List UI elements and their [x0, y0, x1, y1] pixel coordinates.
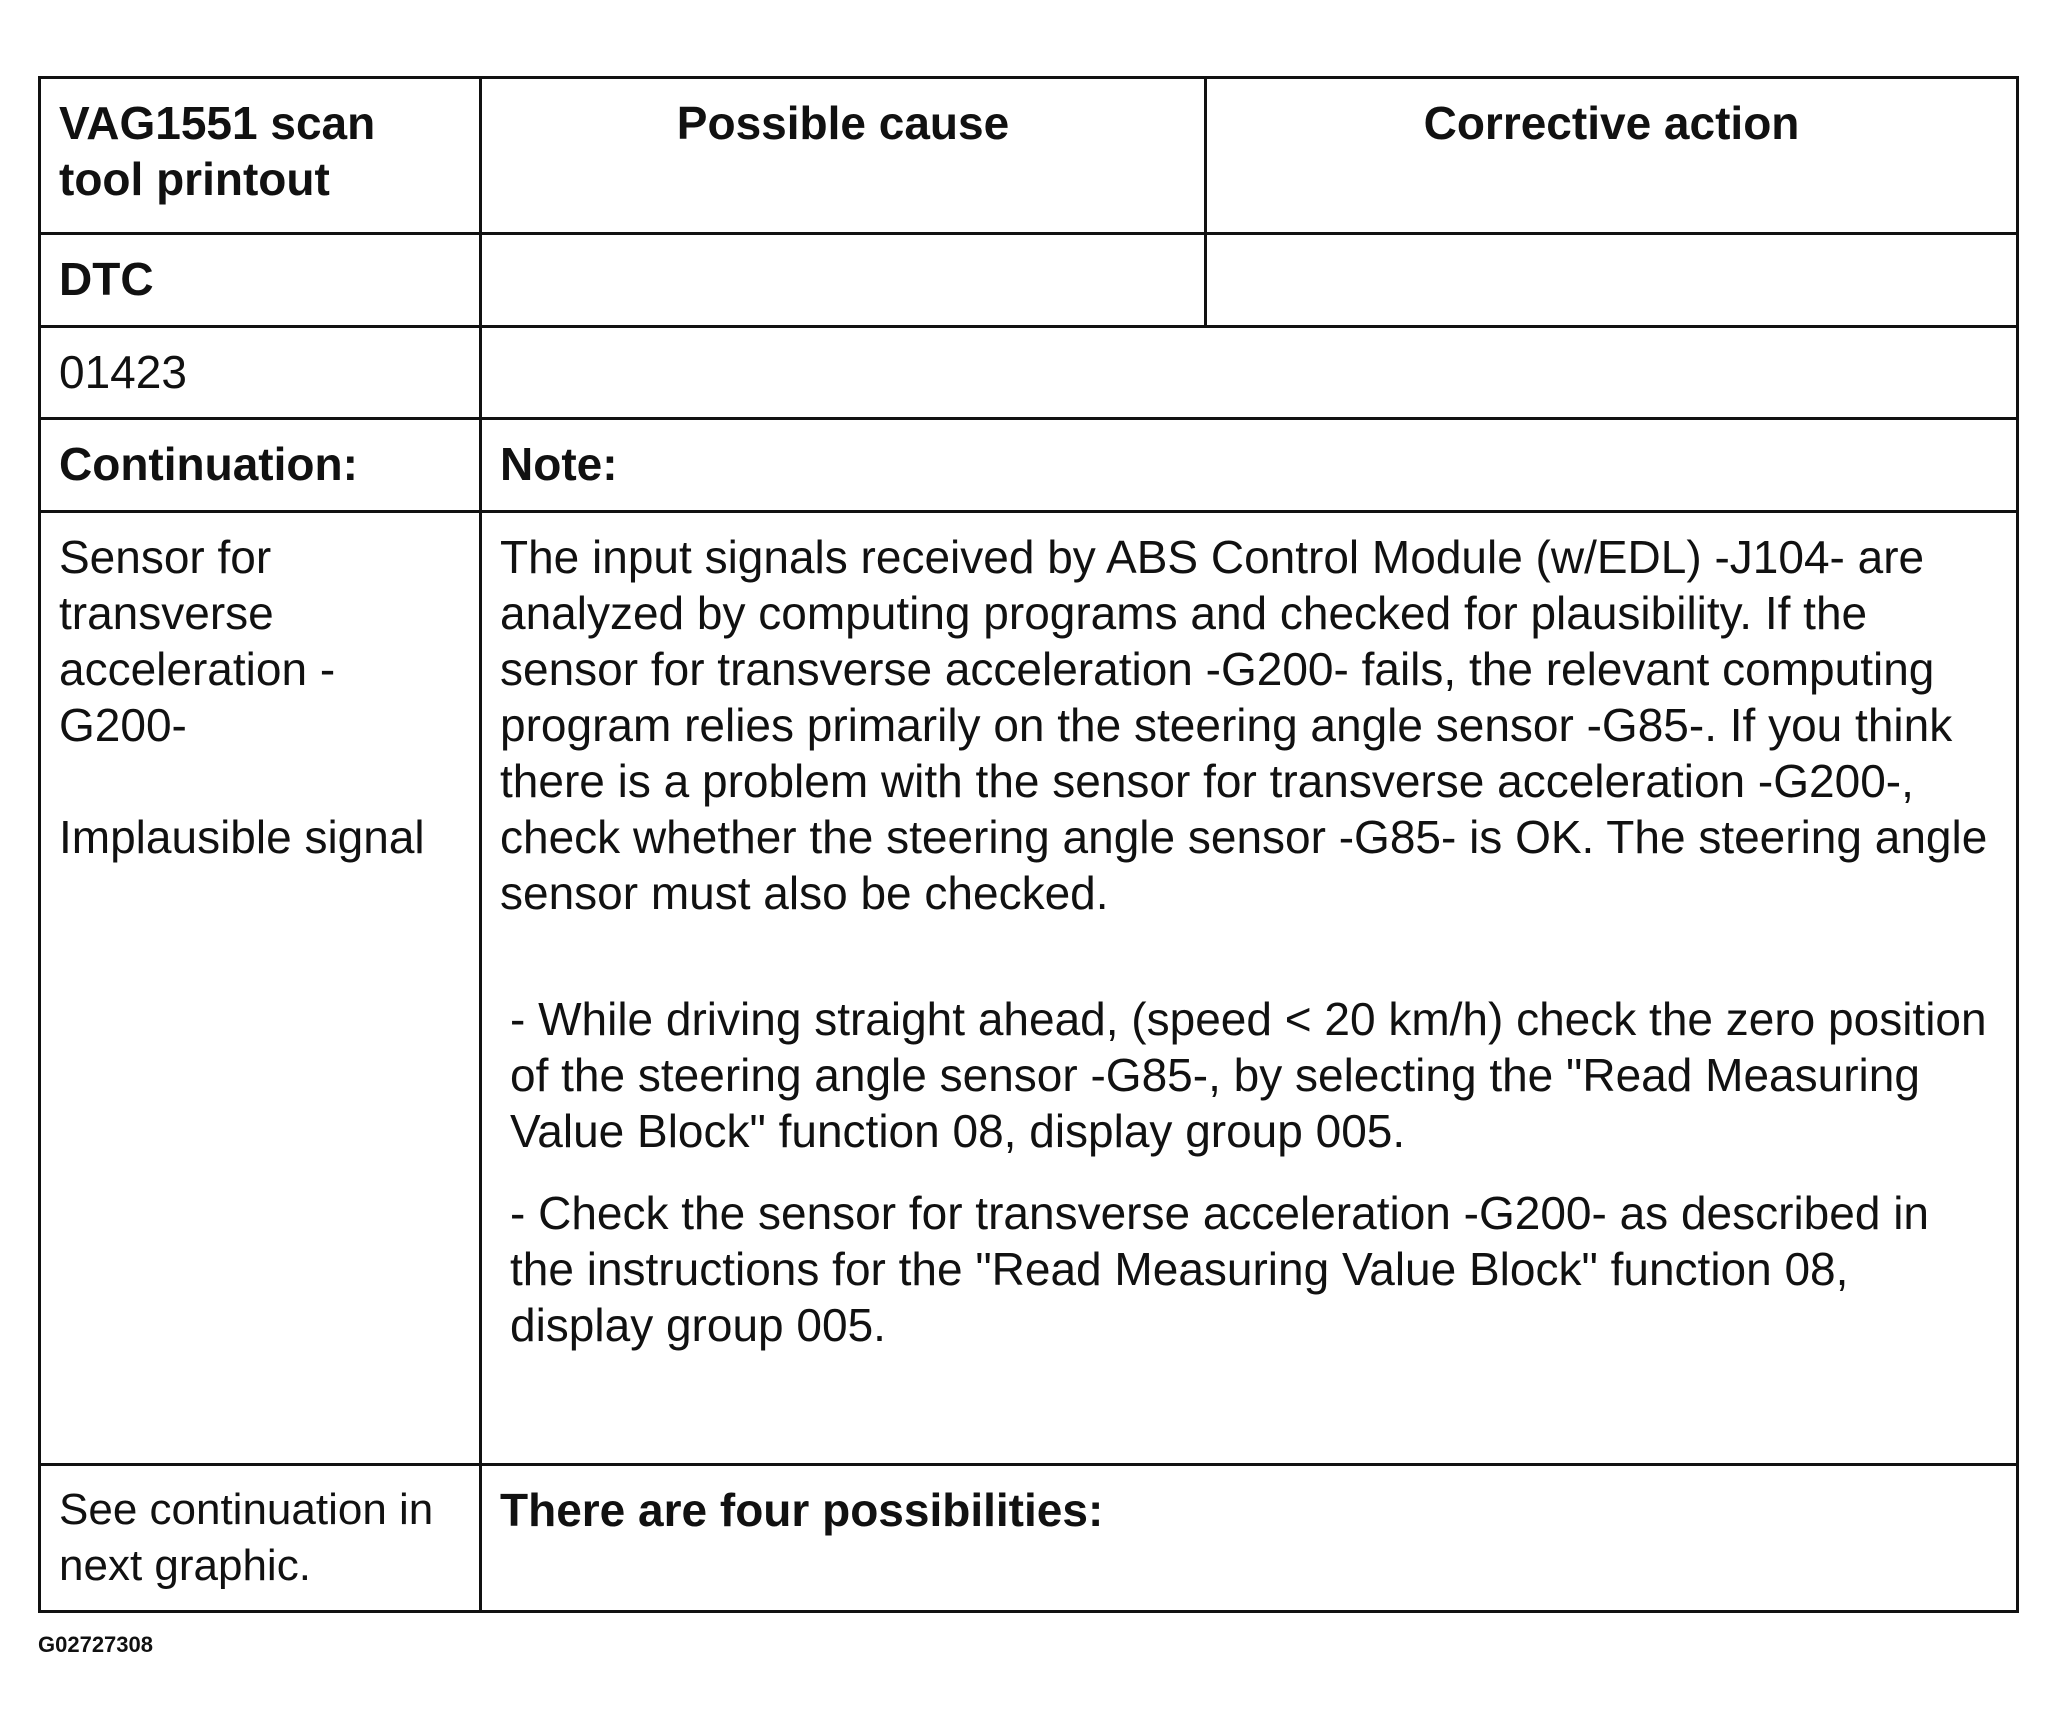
graphic-id-label: G02727308 [38, 1632, 153, 1657]
possibilities-heading: There are four possibilities: [481, 1465, 2018, 1612]
header-scan-tool-printout: VAG1551 scan tool printout [40, 78, 481, 234]
header-row [40, 78, 2018, 234]
header-corrective-action: Corrective action [1206, 78, 2018, 234]
see-continuation-cell [40, 1465, 481, 1612]
continuation-label: Continuation: [40, 419, 481, 512]
fault-cell [40, 512, 481, 1465]
diagnostic-table [38, 76, 2019, 1613]
header-possible-cause: Possible cause [481, 78, 1206, 234]
note-text: The input signals received by ABS Control Module (w/EDL) -J104- are analyzed by computing programs and checked for plausibility. If the sensor for transverse acceleration -G200- fails, the relevant computing program relies primarily on the steering angle sensor -G85-. If you think there is a problem with the sensor for transverse acceleration -G200-, check whether the steering angle sensor -G85- is OK. The steering angle sensor must also be checked. [500, 531, 1988, 919]
see-continuation: See continuation in next graphic. [59, 1485, 434, 1590]
sensor-name: Sensor for transverse acceleration -G200- [59, 531, 336, 751]
dtc-code-row [40, 327, 2018, 419]
dtc-code-empty-cell [481, 327, 2018, 419]
step-item: - While driving straight ahead, (speed < 20 km/h) check the zero position of the steering angle sensor -G85-, by selecting the "Read Measuring Value Block" function 08, display group 005. [510, 993, 1987, 1157]
dtc-label: DTC [40, 234, 481, 327]
note-cell [481, 512, 2018, 1465]
dtc-code: 01423 [40, 327, 481, 419]
dtc-label-row [40, 234, 2018, 327]
continuation-row [40, 419, 2018, 512]
step-item: - Check the sensor for transverse acceleration -G200- as described in the instructions for the "Read Measuring Value Block" function 08, display group 005. [510, 1187, 1929, 1351]
fault-symptom: Implausible signal [59, 811, 425, 863]
dtc-cause-empty-cell [481, 234, 1206, 327]
dtc-action-empty-cell [1206, 234, 2018, 327]
final-row [40, 1465, 2018, 1612]
note-label: Note: [481, 419, 2018, 512]
fault-row [40, 512, 2018, 1465]
